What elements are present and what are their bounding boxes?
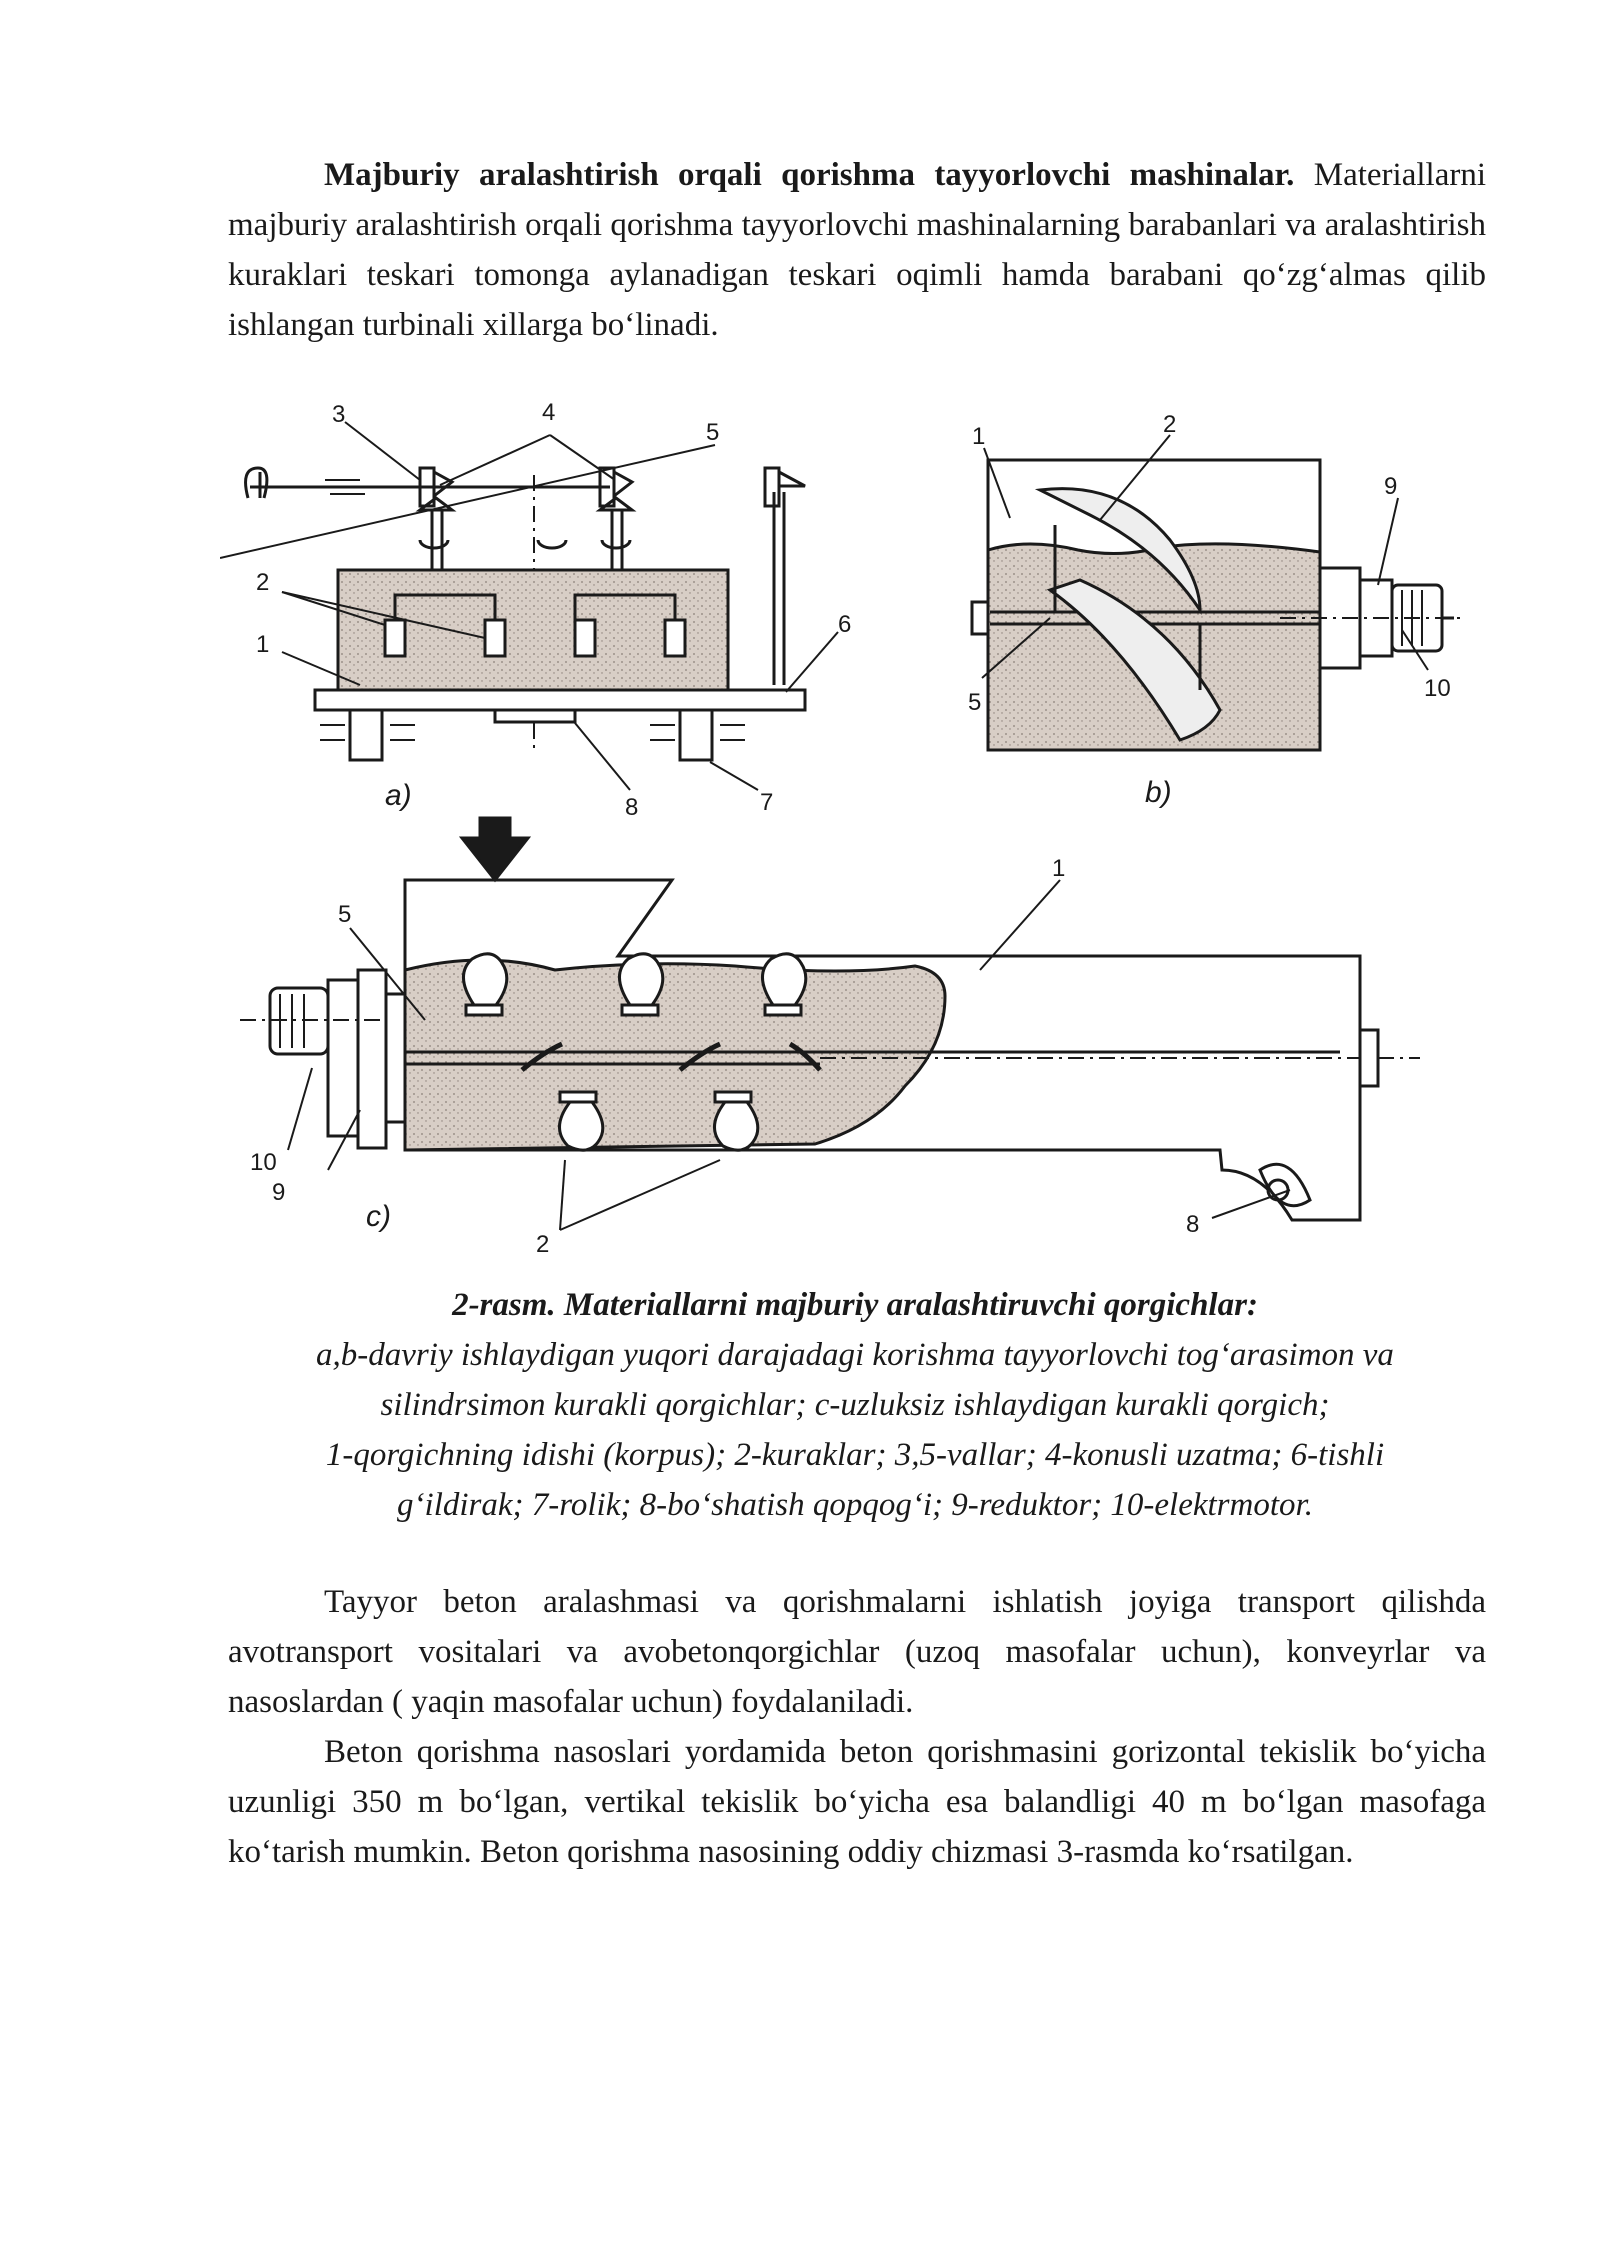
panel-a-label: a) — [385, 779, 412, 812]
callout-a-5: 5 — [706, 419, 720, 446]
callout-b-10: 10 — [1424, 675, 1451, 702]
caption-line: silindrsimon kurakli qorgichlar; c-uzluksiz ishlaydigan kurakli qorgich; — [380, 1387, 1330, 1423]
callout-a-6: 6 — [838, 611, 852, 638]
caption-title: 2-rasm. Materiallarni majburiy aralashtiruvchi qorgichlar: — [452, 1287, 1258, 1323]
callout-c-1: 1 — [1052, 855, 1066, 882]
panel-c-label: c) — [366, 1200, 391, 1233]
figure-caption — [200, 1280, 1510, 1530]
callout-a-7: 7 — [760, 789, 774, 816]
callout-b-5: 5 — [968, 689, 982, 716]
pump-paragraph: Beton qorishma nasoslari yordamida beton qorishmasini gorizontal tekislik bo‘yicha uzunligi 350 m bo‘lgan, vertikal tekislik bo‘yicha esa balandligi 40 m bo‘lgan masofaga ko‘tarish mumkin. Beton qorishma nasosining oddiy chizmasi 3-rasmda ko‘rsatilgan. — [228, 1734, 1486, 1870]
mixer-figure — [220, 380, 1500, 1290]
callout-b-9: 9 — [1384, 473, 1398, 500]
caption-line: 1-qorgichning idishi (korpus); 2-kuraklar; 3,5-vallar; 4-konusli uzatma; 6-tishli — [325, 1437, 1385, 1473]
callout-c-2: 2 — [536, 1231, 550, 1258]
callout-c-10: 10 — [250, 1149, 277, 1176]
intro-paragraph — [228, 150, 1486, 350]
callout-a-3: 3 — [332, 401, 346, 428]
callout-c-9: 9 — [272, 1179, 286, 1206]
callout-a-2: 2 — [256, 569, 270, 596]
panel-b-label: b) — [1145, 776, 1172, 809]
caption-line: g‘ildirak; 7-rolik; 8-bo‘shatish qopqog‘i; 9-reduktor; 10-elektrmotor. — [397, 1487, 1313, 1523]
intro-text: Materiallarni majburiy aralashtirish orqali qorishma tayyorlovchi mashinalarning barabanlari va aralashtirish kuraklari teskari tomonga aylanadigan teskari oqimli hamda barabani qo‘zg‘almas qilib ishlangan turbinali xillarga bo‘linadi. — [228, 157, 1487, 343]
callout-b-2: 2 — [1163, 411, 1177, 438]
panel-c-diagram — [240, 818, 1420, 1230]
panel-a-diagram — [220, 422, 838, 790]
transport-paragraph: Tayyor beton aralashmasi va qorishmalarni ishlatish joyiga transport qilishda avotransport vositalari va avobetonqorgichlar (uzoq masofalar uchun), konveyrlar va nasoslardan ( yaqin masofalar uchun) foydalaniladi. — [228, 1584, 1486, 1720]
callout-c-8: 8 — [1186, 1211, 1200, 1238]
callout-c-5: 5 — [338, 901, 352, 928]
callout-b-1: 1 — [972, 423, 986, 450]
callout-a-1: 1 — [256, 631, 270, 658]
section-heading: Majburiy aralashtirish orqali qorishma tayyorlovchi mashinalar. — [324, 157, 1295, 193]
caption-line: a,b-davriy ishlaydigan yuqori darajadagi korishma tayyorlovchi tog‘arasimon va — [316, 1337, 1394, 1373]
callout-a-8: 8 — [625, 794, 639, 821]
callout-a-4: 4 — [542, 399, 556, 426]
